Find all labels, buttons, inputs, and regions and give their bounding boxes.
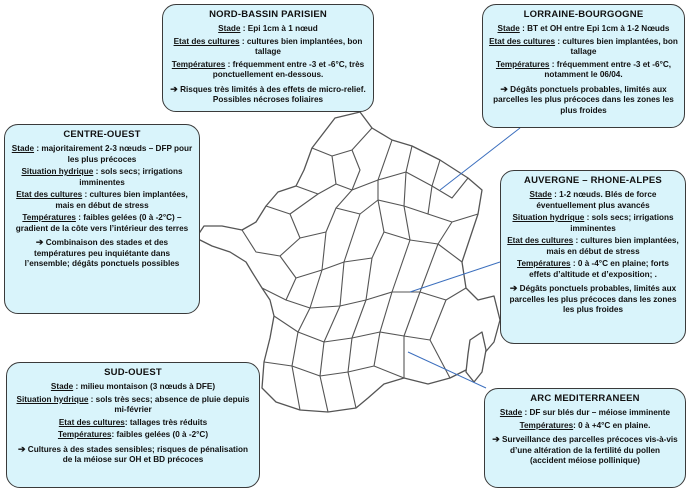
- region-temperatures: Températures : fréquemment entre -3 et -6°C, notamment le 06/04.: [495, 59, 672, 80]
- region-title: CENTRE-OUEST: [63, 129, 141, 140]
- region-title: AUVERGNE – RHONE-ALPES: [524, 175, 662, 186]
- region-stade: Stade : majoritairement 2-3 nœuds – DFP pour les plus précoces: [11, 144, 193, 164]
- region-box-lorraine-bourgogne: [482, 4, 685, 128]
- region-box-nord-bassin-parisien: [162, 4, 374, 112]
- region-etat: Etat des cultures : cultures bien implantées, bon tallage: [173, 36, 363, 57]
- arrow-right-icon: ➔: [509, 283, 518, 294]
- region-hydrique: Situation hydrique : sols secs; irrigations imminentes: [21, 167, 183, 187]
- region-etat: Etat des cultures : cultures bien implantées, mais en début de stress: [507, 236, 679, 256]
- region-stade: Stade : BT et OH entre Epi 1cm à 1-2 Nœuds: [497, 24, 670, 34]
- region-etat: Etat des cultures : cultures bien implantées, mais en début de stress: [16, 190, 188, 210]
- region-temperatures: Températures : 0 à -4°C en plaine; forts effets d’altitude et d’exposition; .: [517, 259, 669, 279]
- region-title: ARC MEDITERRANEEN: [530, 393, 640, 404]
- region-hydrique: Situation hydrique : sols secs; irrigations imminentes: [512, 213, 674, 233]
- region-title: LORRAINE-BOURGOGNE: [523, 9, 644, 20]
- region-impact: ➔ Surveillance des parcelles précoces vis-à-vis d’une altération de la fertilité du pollen (accident méiose pollinique): [492, 434, 678, 466]
- arrow-right-icon: ➔: [500, 83, 508, 94]
- region-temperatures: Températures: 0 à +4°C en plaine.: [519, 420, 651, 430]
- arrow-right-icon: ➔: [170, 83, 178, 94]
- region-stade: Stade : DF sur blés dur – méiose imminente: [499, 408, 671, 418]
- arrow-right-icon: ➔: [17, 443, 26, 454]
- region-temperatures: Températures : fréquemment entre -3 et -6°C, très ponctuellement en-dessous.: [171, 59, 365, 80]
- region-title: SUD-OUEST: [104, 367, 162, 378]
- arrow-right-icon: ➔: [492, 434, 500, 445]
- region-impact: ➔ Cultures à des stades sensibles; risques de pénalisation de la méiose sur OH et BD précoces: [17, 443, 249, 465]
- region-etat: Etat des cultures: tallages très réduits: [58, 417, 208, 427]
- region-stade: Stade : Epi 1cm à 1 nœud: [218, 24, 318, 34]
- region-stade: Stade : milieu montaison (3 nœuds à DFE): [50, 382, 216, 392]
- region-impact: ➔ Risques très limités à des effets de micro-relief. Possibles nécroses foliaires: [170, 83, 366, 105]
- region-stade: Stade : 1-2 nœuds. Blés de force éventuellement plus avancés: [529, 190, 657, 210]
- region-etat: Etat des cultures : cultures bien implantées, bon tallage: [489, 36, 678, 57]
- region-hydrique: Situation hydrique : sols très secs; absence de pluie depuis mi-février: [16, 394, 250, 415]
- region-title: NORD-BASSIN PARISIEN: [209, 9, 327, 20]
- arrow-right-icon: ➔: [35, 237, 44, 248]
- region-impact: ➔ Dégâts ponctuels probables, limités aux parcelles les plus précoces dans les zones les plus froides: [493, 83, 674, 115]
- region-box-auvergne-rhone-alpes: [500, 170, 686, 344]
- region-impact: ➔ Combinaison des stades et des températures peu inquiétante dans l’ensemble; dégâts ponctuels possibles: [24, 237, 180, 269]
- region-temperatures: Températures : faibles gelées (0 à -2°C) – gradient de la côte vers l’intérieur des terres: [15, 213, 189, 233]
- region-temperatures: Températures: faibles gelées (0 à -2°C): [57, 430, 209, 440]
- region-impact: ➔ Dégâts ponctuels probables, limités aux parcelles les plus précoces dans les zones les plus froides: [509, 283, 677, 315]
- region-box-sud-ouest: [6, 362, 260, 488]
- region-box-arc-mediterraneen: [484, 388, 686, 488]
- region-box-centre-ouest: [4, 124, 200, 314]
